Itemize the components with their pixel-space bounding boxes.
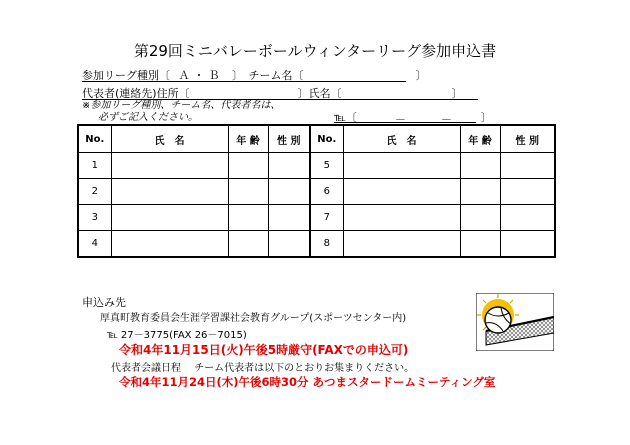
table-row (78, 153, 555, 179)
deadline-text: 令和4年11月15日(火)午後5時厳守(FAXでの申込可) (119, 343, 409, 357)
name-cell[interactable] (343, 179, 460, 205)
rep-address-label: 代表者(連絡先)住所〔 (82, 87, 190, 100)
row-number: 6 (310, 179, 343, 205)
age-cell[interactable] (228, 231, 268, 258)
age-cell[interactable] (460, 179, 500, 205)
member-table (77, 124, 556, 258)
name-cell[interactable] (343, 153, 460, 179)
tel-label: ℡〔 (334, 111, 357, 124)
tel-underline (334, 122, 476, 123)
header-age: 年 齢 (228, 125, 268, 153)
sex-cell[interactable] (500, 153, 555, 179)
table-row (78, 231, 555, 258)
sex-cell[interactable] (268, 179, 310, 205)
header-age: 年 齢 (460, 125, 500, 153)
note (82, 100, 280, 124)
name-cell[interactable] (343, 231, 460, 258)
tel-dash-2: － (440, 113, 452, 126)
apply-heading: 申込み先 (82, 296, 126, 309)
age-cell[interactable] (460, 231, 500, 258)
row-number: 2 (78, 179, 111, 205)
age-cell[interactable] (460, 205, 500, 231)
row-number: 8 (310, 231, 343, 258)
team-close: 〕 (415, 69, 427, 82)
sex-cell[interactable] (268, 153, 310, 179)
tel-close: 〕 (480, 111, 492, 124)
header-no: No. (310, 125, 343, 153)
team-label: チーム名〔 (248, 69, 304, 82)
name-cell[interactable] (343, 205, 460, 231)
sex-cell[interactable] (500, 179, 555, 205)
sex-cell[interactable] (268, 231, 310, 258)
note-line2: 必ずご記入ください。 (98, 112, 198, 123)
header-sex: 性 別 (268, 125, 310, 153)
name-cell[interactable] (111, 231, 228, 258)
age-cell[interactable] (460, 153, 500, 179)
apply-org: 厚真町教育委員会生涯学習課社会教育グループ(スポーツセンター内) (100, 313, 407, 324)
tel-dash-1: － (394, 113, 406, 126)
header-name: 氏 名 (343, 125, 460, 153)
volleyball-net-icon (476, 293, 554, 351)
age-cell[interactable] (228, 153, 268, 179)
rep-name-close: 〕 (451, 87, 463, 100)
name-cell[interactable] (111, 205, 228, 231)
rep-address-close: 〕 (297, 87, 309, 100)
age-cell[interactable] (228, 179, 268, 205)
table-row (78, 205, 555, 231)
league-label: 参加リーグ種別〔 (82, 69, 170, 82)
meeting-text: 令和4年11月24日(木)午後6時30分 あつまスタードームミーティング室 (119, 375, 496, 389)
rep-name-label: 氏名〔 (308, 87, 342, 100)
table-row (78, 179, 555, 205)
row-number: 4 (78, 231, 111, 258)
header-no: No. (78, 125, 111, 153)
name-cell[interactable] (111, 179, 228, 205)
apply-tel: ℡ 27－3775(FAX 26－7015) (107, 330, 247, 341)
row-number: 5 (310, 153, 343, 179)
header-sex: 性 別 (500, 125, 555, 153)
league-close: 〕 (232, 69, 243, 82)
age-cell[interactable] (228, 205, 268, 231)
league-options[interactable]: Ａ・Ｂ (178, 69, 224, 82)
league-underline (82, 81, 406, 82)
row-number: 7 (310, 205, 343, 231)
row-number: 3 (78, 205, 111, 231)
sex-cell[interactable] (268, 205, 310, 231)
sex-cell[interactable] (500, 205, 555, 231)
row-number: 1 (78, 153, 111, 179)
note-line1: ※参加リーグ種別、チーム名、代表者名は、 (82, 100, 281, 111)
name-cell[interactable] (111, 153, 228, 179)
header-name: 氏 名 (111, 125, 228, 153)
meeting-label: 代表者会議日程 チーム代表者は以下のとおりお集まりください。 (111, 363, 415, 374)
table-header-row (78, 125, 555, 153)
page-title: 第29回ミニバレーボールウィンターリーグ参加申込書 (133, 42, 497, 60)
sex-cell[interactable] (500, 231, 555, 258)
